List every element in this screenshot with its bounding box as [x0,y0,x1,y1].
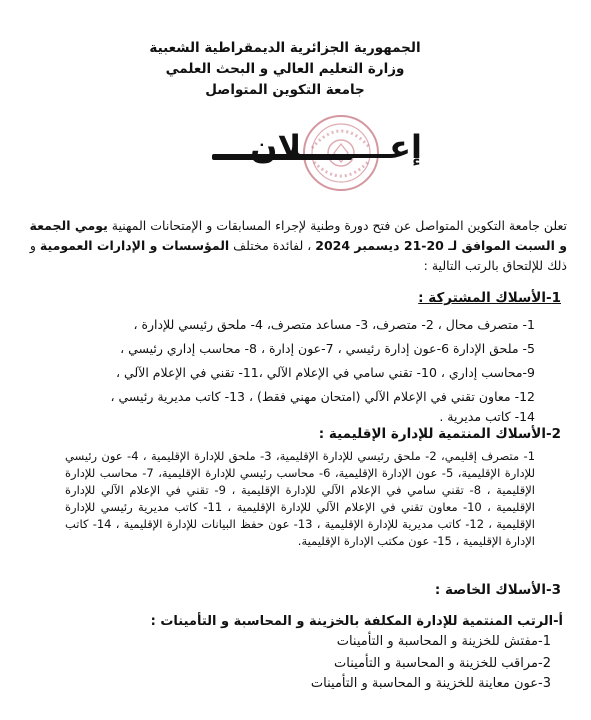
section2-body: 1- متصرف إقليمي، 2- ملحق رئيسي للإدارة الإقليمية، 3- ملحق للإدارة الإقليمية ، 4- عون رئيسي للإدارة الإقليمية، 5- عون الإدارة الإقليمية، 6- محاسب رئيسي للإدارة الإقليمية، 7- محاسب للإدارة الإقليمية ، 8- تقني سامي في الإعلام الآلي للإدارة الإقليمية ، 9- تقني في الإعلام الآلي للإدارة الإقليمية ، 10- معاون تقني في الإعلام الآلي للإدارة الإقليمية ، 11- كاتب مديرية رئيسي للإدارة الإقليمية ، 12- كاتب مديرية للإدارة الإقليمية ، 13- عون حفظ البيانات للإدارة الإقليمية ، 14- كاتب الإدارة الإقليمية ، 15- عون مكتب الإدارة الإقليمية. [65,449,536,548]
section1-line: 1- متصرف محال ، 2- متصرف، 3- مساعد متصرف، 4- ملحق رئيسي للإدارة ، [133,317,535,332]
intro-part1: تعلن جامعة التكوين المتواصل عن فتح دورة وطنية لإجراء المسابقات و الإمتحانات [150,218,567,233]
title-text: إعــــــــلان [250,128,422,166]
intro-dates: يومي الجمعة و السبت الموافق لـ 20-21 ديسمبر 2024 [29,218,567,253]
intro-institutions: المؤسسات و الإدارات العمومية [39,238,230,253]
section1-line: 12- معاون تقني في الإعلام الآلي (امتحان مهني فقط) ، 13- كاتب مديرية رئيسي ، [110,389,535,404]
letterhead [120,38,450,101]
section3-item: 2-مراقب للخزينة و المحاسبة و التأمينات [334,656,551,671]
section3-subheading: أ-الرتب المنتمية للإدارة المكلفة بالخزينة و المحاسبة و التأمينات : [150,614,563,629]
header-republic: الجمهورية الجزائرية الديمقراطية الشعبية [149,40,421,56]
announcement-title [200,128,430,178]
section1-line: 9-محاسب إداري ، 10- تقني سامي في الإعلام الآلي ،11- تقني في الإعلام الآلي ، [115,365,535,380]
section3-item: 1-مفتش للخزينة و المحاسبة و التأمينات [336,634,551,649]
section3-item: 3-عون معاينة للخزينة و المحاسبة و التأمينات [310,676,551,691]
section2-heading: 2-الأسلاك المنتمية للإدارة الإقليمية : [318,426,561,442]
section1-heading: 1-الأسلاك المشتركة : [418,290,561,306]
intro-part6: و ذلك للإلتحاق بالرتب التالية : [29,238,567,273]
section1-line: 14- كاتب مديرية . [439,409,535,424]
intro-paragraph [22,216,567,276]
header-ministry: وزارة التعليم العالي و البحث العلمي [165,61,405,77]
section3-heading: 3-الأسلاك الخاصة : [434,582,561,598]
intro-part2: المهنية [111,218,147,233]
intro-part4: ، لفائدة مختلف [233,238,312,253]
section1-line: 5- ملحق الإدارة 6-عون إدارة رئيسي ، 7-عون إدارة ، 8- محاسب إداري رئيسي ، [120,341,535,356]
header-university: جامعة التكوين المتواصل [205,82,365,98]
